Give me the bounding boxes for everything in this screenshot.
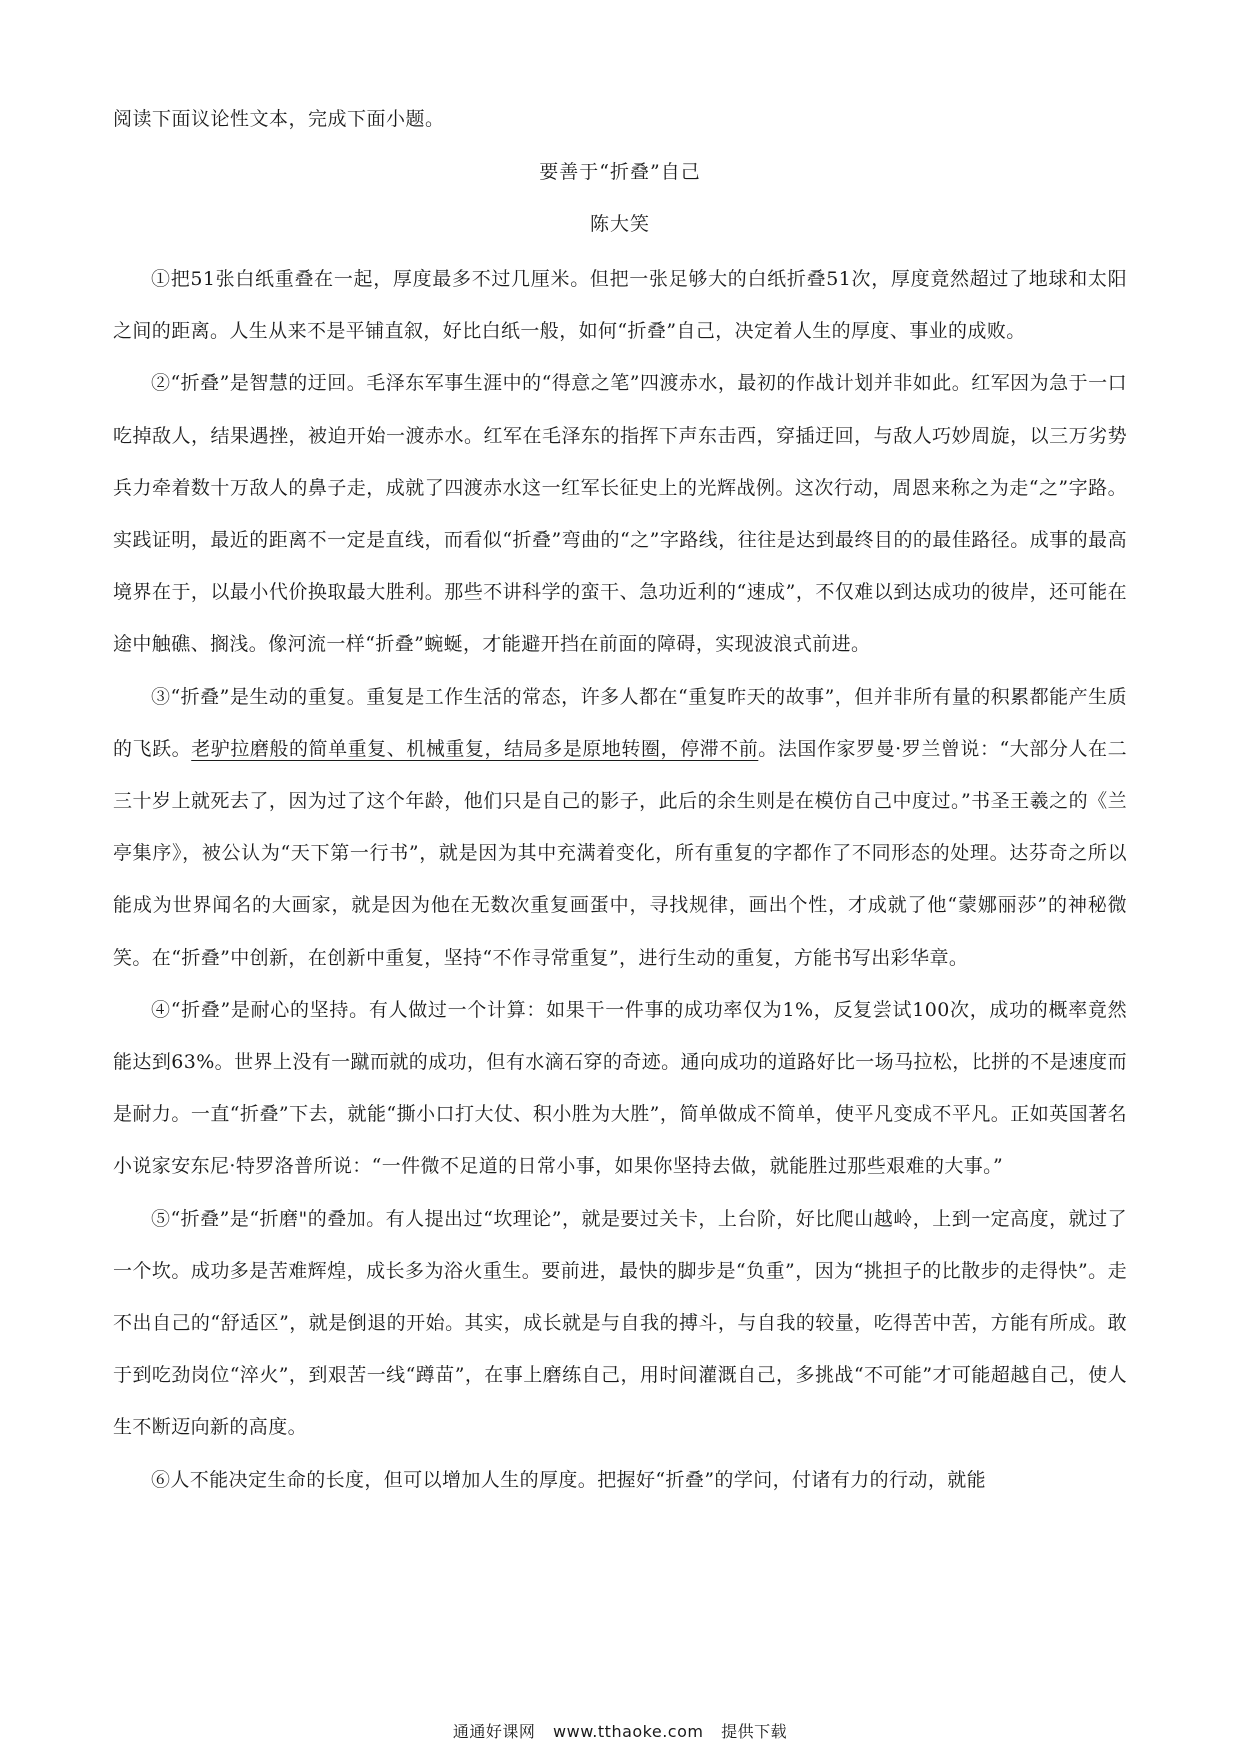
paragraph-4: ④“折叠”是耐心的坚持。有人做过一个计算：如果干一件事的成功率仅为1%，反复尝试100次，成功的概率竟然能达到63%。世界上没有一蹴而就的成功，但有水滴石穿的奇迹。通向成功的道路好比一场马拉松，比拼的不是速度而是耐力。一直“折叠”下去，就能“撕小口打大仗、积小胜为大胜”，简单做成不简单，使平凡变成不平凡。正如英国著名小说家安东尼·特罗洛普所说：“一件微不足道的日常小事，如果你坚持去做，就能胜过那些艰难的大事。” (113, 998, 1127, 1178)
page-footer (0, 1719, 1240, 1742)
question-instruction: 阅读下面议论性文本，完成下面小题。 (113, 108, 445, 130)
paragraph-5: ⑤“折叠”是“折磨"的叠加。有人提出过“坎理论”，就是要过关卡，上台阶，好比爬山越岭，上到一定高度，就过了一个坎。成功多是苦难辉煌，成长多为浴火重生。要前进，最快的脚步是“负重”，因为“挑担子的比散步的走得快”。走不出自己的“舒适区”，就是倒退的开始。其实，成长就是与自我的搏斗，与自我的较量，吃得苦中苦，方能有所成。敢于到吃劲岗位“淬火”，到艰苦一线“蹲苗”，在事上磨练自己，用时间灌溉自己，多挑战“不可能”才可能超越自己，使人生不断迈向新的高度。 (113, 1207, 1127, 1439)
paragraph-3-lead: ③“折叠”是生动的重复。重复是工作生活的常态，许多人都在“重复昨天的故事”，但并非所有量的积累都能产生质的飞跃。 (113, 685, 1127, 760)
footer-note: 提供下载 (721, 1722, 788, 1741)
paragraph-2: ②“折叠”是智慧的迂回。毛泽东军事生涯中的“得意之笔”四渡赤水，最初的作战计划并非如此。红军因为急于一口吃掉敌人，结果遇挫，被迫开始一渡赤水。红军在毛泽东的指挥下声东击西，穿插迂回，与敌人巧妙周旋，以三万劣势兵力牵着数十万敌人的鼻子走，成就了四渡赤水这一红军长征史上的光辉战例。这次行动，周恩来称之为走“之”字路。实践证明，最近的距离不一定是直线，而看似“折叠”弯曲的“之”字路线，往往是达到最终目的的最佳路径。成事的最高境界在于，以最小代价换取最大胜利。那些不讲科学的蛮干、急功近利的“速成”，不仅难以到达成功的彼岸，还可能在途中触礁、搁浅。像河流一样“折叠”蜿蜒，才能避开挡在前面的障碍，实现波浪式前进。 (113, 372, 1127, 656)
paragraph-3-rest: 。法国作家罗曼·罗兰曾说：“大部分人在二三十岁上就死去了，因为过了这个年龄，他们只是自己的影子，此后的余生则是在模仿自己中度过。”书圣王羲之的《兰亭集序》，被公认为“天下第一行书”，就是因为其中充满着变化，所有重复的字都作了不同形态的处理。达芬奇之所以能成为世界闻名的大画家，就是因为他在无数次重复画蛋中，寻找规律，画出个性，才成就了他“蒙娜丽莎”的神秘微笑。在“折叠”中创新，在创新中重复，坚持“不作寻常重复”，进行生动的重复，方能书写出彩华章。 (113, 737, 1127, 969)
paragraph-1: ①把51张白纸重叠在一起，厚度最多不过几厘米。但把一张足够大的白纸折叠51次，厚度竟然超过了地球和太阳之间的距离。人生从来不是平铺直叙，好比白纸一般，如何“折叠”自己，决定着人生的厚度、事业的成败。 (113, 268, 1127, 343)
paragraph-3 (113, 671, 1127, 984)
article-body (113, 253, 1127, 1506)
article-author: 陈大笑 (589, 213, 650, 235)
article-title: 要善于“折叠”自己 (539, 161, 701, 183)
paragraph-6: ⑥人不能决定生命的长度，但可以增加人生的厚度。把握好“折叠”的学问，付诸有力的行动，就能 (151, 1468, 987, 1491)
footer-site-name: 通通好课网 (452, 1722, 536, 1741)
underlined-sentence: 老驴拉磨般的简单重复、机械重复，结局多是原地转圈，停滞不前 (191, 737, 759, 760)
footer-site-url[interactable]: www.tthaoke.com (553, 1722, 704, 1741)
